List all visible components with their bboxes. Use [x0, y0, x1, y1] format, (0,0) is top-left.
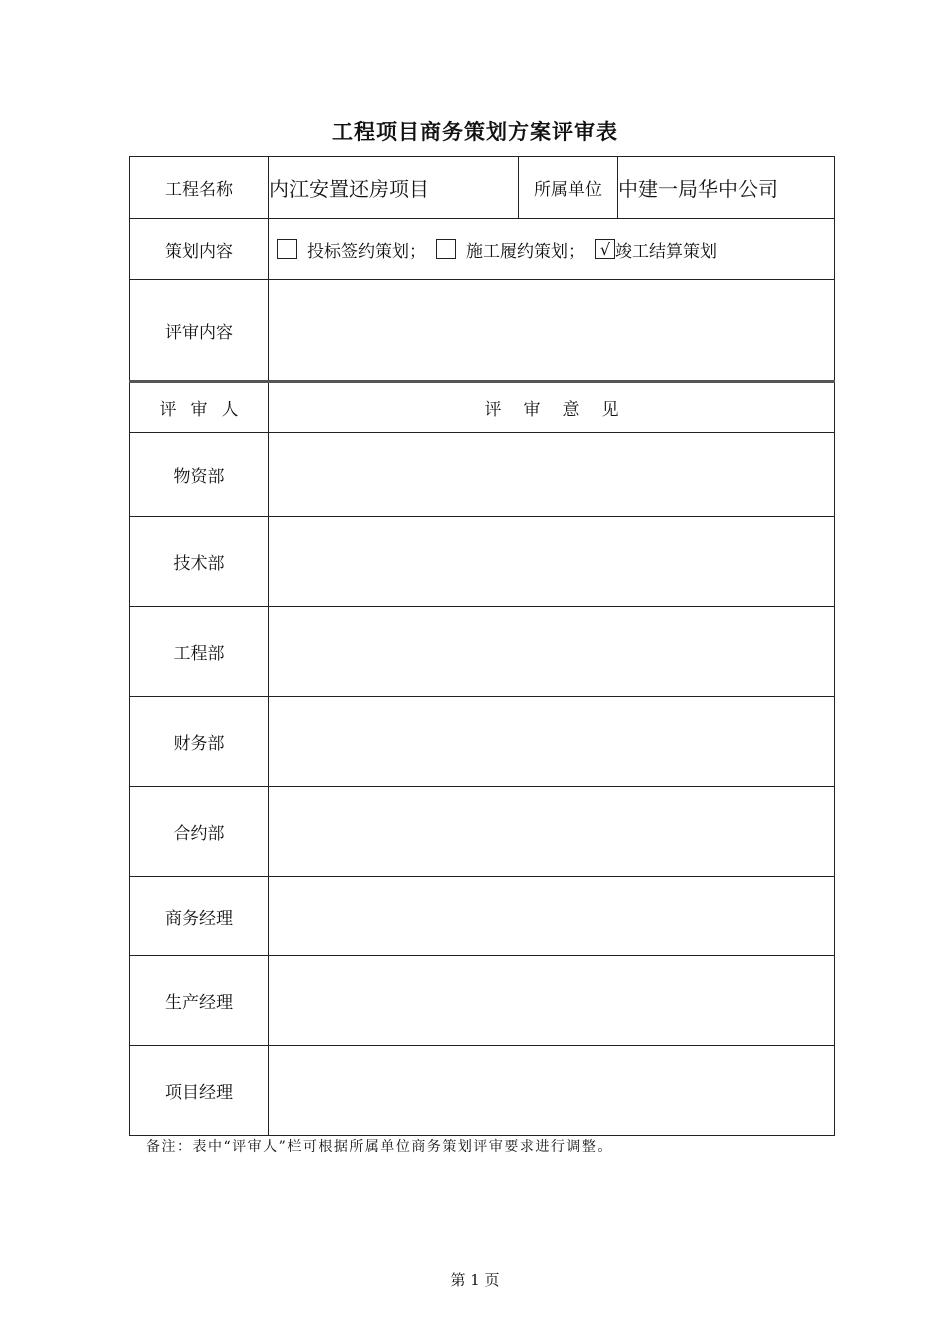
plan-options	[269, 237, 834, 262]
plan-options-cell	[269, 219, 835, 280]
project-row	[130, 157, 835, 219]
construction-plan-label: 施工履约策划；	[466, 241, 585, 262]
reviewer-name-finance: 财务部	[130, 697, 269, 787]
project-name-label: 工程名称	[130, 157, 269, 219]
settlement-plan-label: 竣工结算策划	[615, 241, 717, 262]
reviewer-row	[130, 877, 835, 956]
plan-row	[130, 219, 835, 280]
plan-label: 策划内容	[130, 219, 269, 280]
reviewer-row	[130, 697, 835, 787]
footnote: 备注：表中“评审人”栏可根据所属单位商务策划评审要求进行调整。	[146, 1139, 613, 1155]
opinion-field-materials[interactable]	[269, 433, 835, 517]
review-form-table	[129, 156, 835, 1136]
reviewer-name-engineering: 工程部	[130, 607, 269, 697]
reviewer-row	[130, 433, 835, 517]
reviewer-row	[130, 607, 835, 697]
review-content-field[interactable]	[269, 280, 835, 382]
reviewer-name-project-manager: 项目经理	[130, 1046, 269, 1136]
project-name-value[interactable]: 内江安置还房项目	[269, 157, 519, 219]
opinion-field-business-manager[interactable]	[269, 877, 835, 956]
reviewer-row	[130, 517, 835, 607]
reviewer-name-business-manager: 商务经理	[130, 877, 269, 956]
construction-plan-checkbox[interactable]	[436, 239, 456, 259]
opinion-field-contract[interactable]	[269, 787, 835, 877]
reviewer-name-production-manager: 生产经理	[130, 956, 269, 1046]
bid-plan-label: 投标签约策划；	[307, 241, 426, 262]
unit-value[interactable]: 中建一局华中公司	[618, 157, 835, 219]
form-title: 工程项目商务策划方案评审表	[332, 119, 618, 144]
opinion-field-finance[interactable]	[269, 697, 835, 787]
reviewer-header-row	[130, 382, 835, 433]
opinion-field-technical[interactable]	[269, 517, 835, 607]
page-number: 第 1 页	[450, 1271, 500, 1289]
reviewer-row	[130, 956, 835, 1046]
reviewer-name-contract: 合约部	[130, 787, 269, 877]
opinion-field-project-manager[interactable]	[269, 1046, 835, 1136]
review-content-row	[130, 280, 835, 382]
reviewer-name-technical: 技术部	[130, 517, 269, 607]
reviewer-row	[130, 1046, 835, 1136]
reviewer-name-materials: 物资部	[130, 433, 269, 517]
settlement-plan-checkbox[interactable]: √	[595, 239, 615, 259]
bid-plan-checkbox[interactable]	[277, 239, 297, 259]
unit-label: 所属单位	[519, 157, 618, 219]
opinion-field-production-manager[interactable]	[269, 956, 835, 1046]
reviewer-header: 评审人	[130, 382, 269, 433]
review-content-label: 评审内容	[130, 280, 269, 382]
opinion-header: 评审意见	[269, 382, 835, 433]
opinion-field-engineering[interactable]	[269, 607, 835, 697]
reviewer-row	[130, 787, 835, 877]
